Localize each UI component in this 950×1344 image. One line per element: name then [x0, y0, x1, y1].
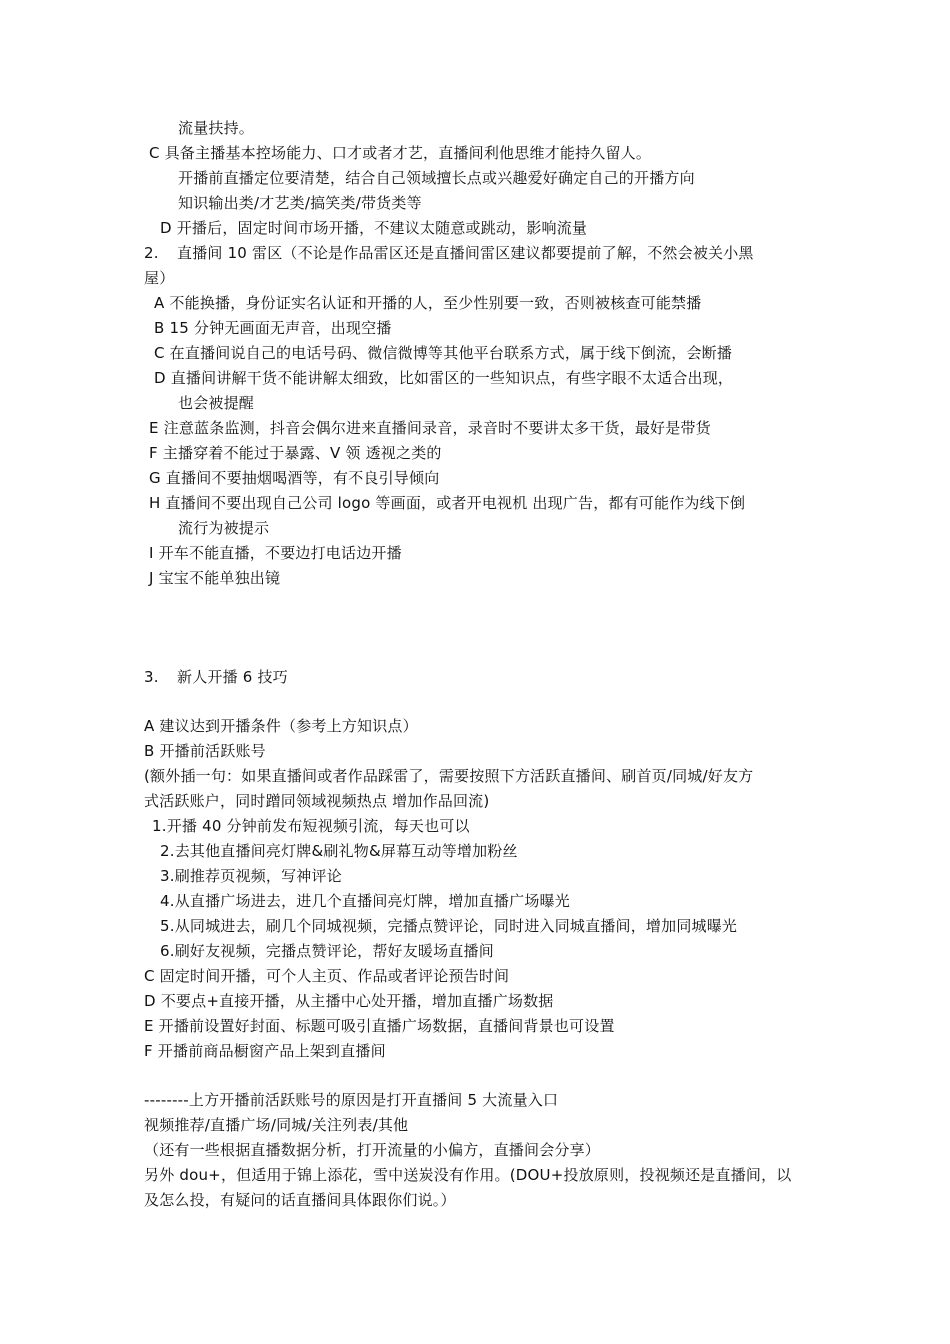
text-line: --------上方开播前活跃账号的原因是打开直播间 5 大流量入口: [144, 1091, 559, 1109]
text-line: 屋）: [144, 269, 175, 287]
text-line: C 固定时间开播，可个人主页、作品或者评论预告时间: [144, 967, 510, 985]
text-line: 6.刷好友视频，完播点赞评论，帮好友暖场直播间: [160, 942, 494, 960]
section-heading-text: 新人开播 6 技巧: [177, 668, 288, 686]
text-line: 知识输出类/才艺类/搞笑类/带货类等: [178, 194, 422, 212]
text-line: F 开播前商品橱窗产品上架到直播间: [144, 1042, 386, 1060]
text-line: 另外 dou+，但适用于锦上添花，雪中送炭没有作用。(DOU+投放原则，投视频还是直播间，以: [144, 1166, 792, 1184]
text-line: 2.去其他直播间亮灯牌&刷礼物&屏幕互动等增加粉丝: [160, 842, 518, 860]
text-line: 也会被提醒: [178, 394, 255, 412]
text-line: 1.开播 40 分钟前发布短视频引流，每天也可以: [152, 817, 470, 835]
text-line: D 直播间讲解干货不能讲解太细致，比如雷区的一些知识点，有些字眼不太适合出现，: [154, 369, 734, 387]
text-line: J 宝宝不能单独出镜: [149, 569, 281, 587]
text-line: 式活跃账户，同时蹭同领域视频热点 增加作品回流): [144, 792, 490, 810]
text-line: C 在直播间说自己的电话号码、微信微博等其他平台联系方式，属于线下倒流，会断播: [154, 344, 733, 362]
text-line: 及怎么投，有疑问的话直播间具体跟你们说。）: [144, 1191, 456, 1209]
text-line: B 开播前活跃账号: [144, 742, 266, 760]
list-number: 2.: [144, 244, 159, 262]
text-line: 5.从同城进去，刷几个同城视频，完播点赞评论，同时进入同城直播间，增加同城曝光: [160, 917, 738, 935]
text-line: 流行为被提示: [178, 519, 270, 537]
section-heading-text: 直播间 10 雷区（不论是作品雷区还是直播间雷区建议都要提前了解，不然会被关小黑: [177, 244, 754, 262]
text-line: 开播前直播定位要清楚，结合自己领域擅长点或兴趣爱好确定自己的开播方向: [178, 169, 695, 187]
text-line: 视频推荐/直播广场/同城/关注列表/其他: [144, 1116, 409, 1134]
text-line: F 主播穿着不能过于暴露、V 领 透视之类的: [149, 444, 442, 462]
text-line: (额外插一句：如果直播间或者作品踩雷了，需要按照下方活跃直播间、刷首页/同城/好友方: [144, 767, 754, 785]
text-line: D 开播后，固定时间市场开播，不建议太随意或跳动，影响流量: [160, 219, 588, 237]
section-heading-2: [144, 243, 754, 263]
text-line: E 开播前设置好封面、标题可吸引直播广场数据，直播间背景也可设置: [144, 1017, 615, 1035]
text-line: A 建议达到开播条件（参考上方知识点）: [144, 717, 418, 735]
section-heading-3: [144, 667, 288, 687]
text-line: （还有一些根据直播数据分析，打开流量的小偏方，直播间会分享）: [144, 1141, 601, 1159]
text-line: B 15 分钟无画面无声音，出现空播: [154, 319, 392, 337]
text-line: 流量扶持。: [178, 119, 255, 137]
text-line: C 具备主播基本控场能力、口才或者才艺，直播间利他思维才能持久留人。: [149, 144, 652, 162]
text-line: H 直播间不要出现自己公司 logo 等画面，或者开电视机 出现广告，都有可能作为线下倒: [149, 494, 746, 512]
text-line: 3.刷推荐页视频，写神评论: [160, 867, 342, 885]
list-number: 3.: [144, 668, 159, 686]
text-line: E 注意蓝条监测，抖音会偶尔进来直播间录音，录音时不要讲太多干货，最好是带货: [149, 419, 711, 437]
text-line: D 不要点+直接开播，从主播中心处开播，增加直播广场数据: [144, 992, 554, 1010]
text-line: A 不能换播，身份证实名认证和开播的人，至少性别要一致，否则被核查可能禁播: [154, 294, 702, 312]
text-line: G 直播间不要抽烟喝酒等，有不良引导倾向: [149, 469, 440, 487]
text-line: I 开车不能直播，不要边打电话边开播: [149, 544, 402, 562]
text-line: 4.从直播广场进去，进几个直播间亮灯牌，增加直播广场曝光: [160, 892, 570, 910]
